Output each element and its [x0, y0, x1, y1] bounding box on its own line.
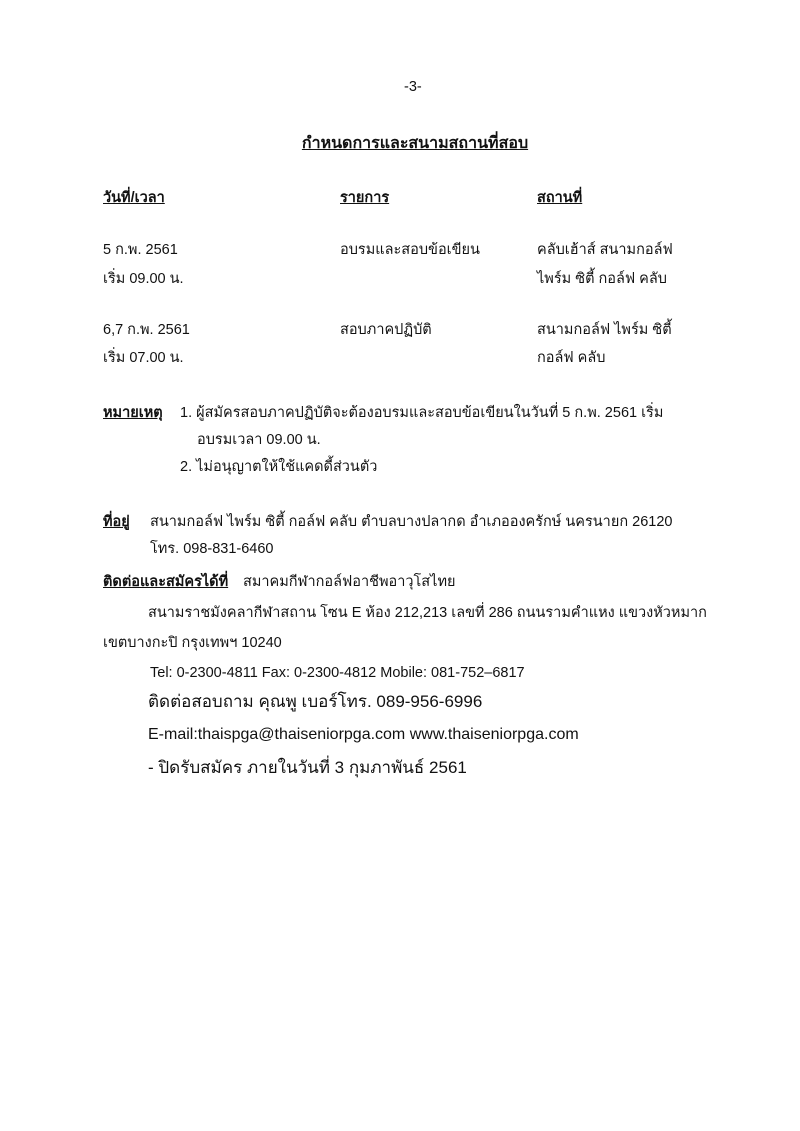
deadline: - ปิดรับสมัคร ภายในวันที่ 3 กุมภาพันธ์ 2561 [148, 758, 467, 777]
row-place: คลับเฮ้าส์ สนามกอล์ฟ [537, 242, 673, 258]
contact-email[interactable]: E-mail:thaispga@thaiseniorpga.com www.thaiseniorpga.com [148, 726, 579, 743]
page-number: -3- [404, 79, 422, 95]
contact-address-1: สนามราชมังคลากีฬาสถาน โซน E ห้อง 212,213 เลขที่ 286 ถนนรามคำแหง แขวงหัวหมาก [148, 605, 707, 621]
note-1: 1. ผู้สมัครสอบภาคปฏิบัติจะต้องอบรมและสอบข้อเขียนในวันที่ 5 ก.พ. 2561 เริ่ม [180, 405, 664, 421]
contact-tel: Tel: 0-2300-4811 Fax: 0-2300-4812 Mobile: 081-752–6817 [150, 665, 525, 681]
address-line: สนามกอล์ฟ ไพร์ม ซิตี้ กอล์ฟ คลับ ตำบลบางปลากด อำเภอองครักษ์ นครนายก 26120 [150, 514, 673, 530]
contact-org: สมาคมกีฬากอล์ฟอาชีพอาวุโสไทย [243, 574, 456, 590]
notes-label: หมายเหตุ [103, 405, 163, 421]
contact-inquiry: ติดต่อสอบถาม คุณพู เบอร์โทร. 089-956-6996 [148, 692, 483, 711]
row-place-2: ไพร์ม ซิตี้ กอล์ฟ คลับ [537, 271, 667, 287]
row-date: 6,7 ก.พ. 2561 [103, 322, 190, 338]
header-item: รายการ [340, 190, 390, 206]
row-place: สนามกอล์ฟ ไพร์ม ซิตี้ [537, 322, 672, 338]
row-place-2: กอล์ฟ คลับ [537, 350, 606, 366]
note-2: 2. ไม่อนุญาตให้ใช้แคดดี้ส่วนตัว [180, 459, 378, 475]
contact-label: ติดต่อและสมัครได้ที่ [103, 574, 229, 590]
header-date: วันที่/เวลา [103, 190, 165, 206]
row-item: อบรมและสอบข้อเขียน [340, 242, 480, 258]
address-label: ที่อยู่ [103, 514, 130, 530]
header-place: สถานที่ [537, 190, 583, 206]
row-date: 5 ก.พ. 2561 [103, 242, 178, 258]
row-time: เริ่ม 09.00 น. [103, 271, 184, 287]
address-phone: โทร. 098-831-6460 [150, 541, 274, 557]
note-1-cont: อบรมเวลา 09.00 น. [197, 432, 321, 448]
contact-address-2: เขตบางกะปิ กรุงเทพฯ 10240 [103, 635, 282, 651]
row-time: เริ่ม 07.00 น. [103, 350, 184, 366]
page-title: กำหนดการและสนามสถานที่สอบ [301, 135, 529, 152]
row-item: สอบภาคปฏิบัติ [340, 322, 432, 338]
